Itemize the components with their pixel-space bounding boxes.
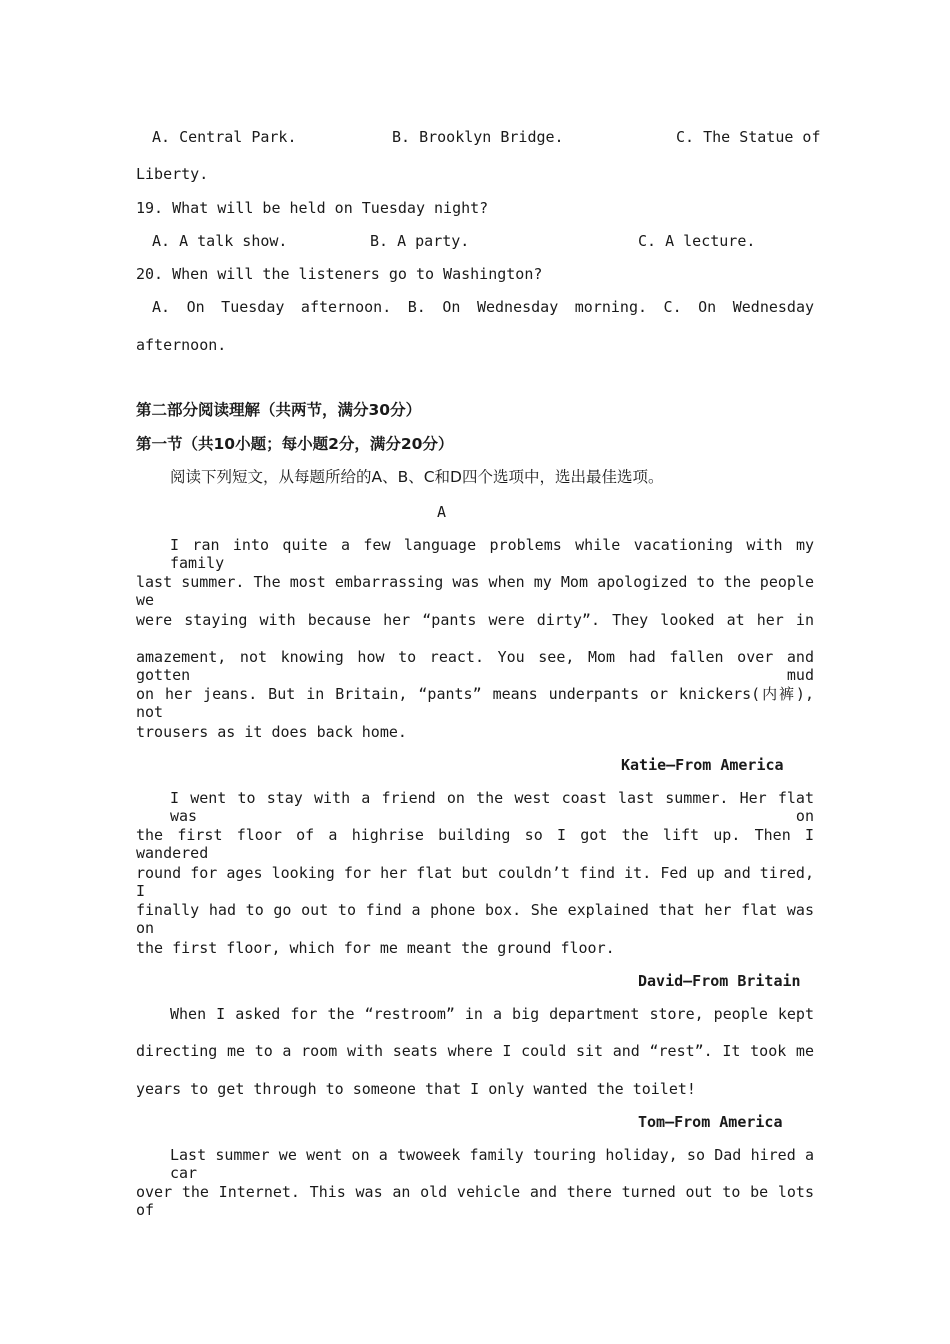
passage-line: directing me to a room with seats where I could sit and “rest”. It took me: [136, 1042, 814, 1060]
passage-line: years to get through to someone that I only wanted the toilet!: [136, 1080, 696, 1098]
passage-line: finally had to go out to find a phone box. She explained that her flat was on: [136, 901, 814, 937]
q19-option-c: C. A lecture.: [638, 232, 756, 250]
part-title: 第二部分阅读理解（共两节，满分30分）: [136, 401, 422, 419]
signature-katie: Katie—From America: [621, 756, 784, 774]
q18-option-b: B. Brooklyn Bridge.: [392, 128, 564, 146]
passage-line: amazement, not knowing how to react. You see, Mom had fallen over and gotten mud: [136, 648, 814, 684]
q19-option-a: A. A talk show.: [152, 232, 288, 250]
q19-question: 19. What will be held on Tuesday night?: [136, 199, 489, 217]
passage-label: A: [437, 503, 447, 521]
passage-line: were staying with because her “pants were dirty”. They looked at her in: [136, 611, 814, 629]
passage-line: the first floor of a highrise building so I got the lift up. Then I wandered: [136, 826, 814, 862]
passage-line: I went to stay with a friend on the west coast last summer. Her flat was on: [170, 789, 814, 825]
passage-line: I ran into quite a few language problems while vacationing with my family: [170, 536, 814, 572]
passage-line: over the Internet. This was an old vehicle and there turned out to be lots of: [136, 1183, 814, 1219]
passage-line: round for ages looking for her flat but couldn’t find it. Fed up and tired, I: [136, 864, 814, 900]
q20-options: A. On Tuesday afternoon. B. On Wednesday morning. C. On Wednesday: [152, 298, 814, 316]
subsection-title: 第一节（共10小题；每小题2分，满分20分）: [136, 435, 454, 453]
q18-option-a: A. Central Park.: [152, 128, 297, 146]
passage-line: last summer. The most embarrassing was when my Mom apologized to the people we: [136, 573, 814, 609]
passage-line: Last summer we went on a twoweek family touring holiday, so Dad hired a car: [170, 1146, 814, 1182]
signature-tom: Tom—From America: [638, 1113, 783, 1131]
passage-line: on her jeans. But in Britain, “pants” means underpants or knickers(内裤), not: [136, 685, 814, 721]
passage-line: When I asked for the “restroom” in a big department store, people kept: [170, 1005, 814, 1023]
passage-line: the first floor, which for me meant the ground floor.: [136, 939, 615, 957]
signature-david: David—From Britain: [638, 972, 801, 990]
instructions: 阅读下列短文，从每题所给的A、B、C和D四个选项中，选出最佳选项。: [170, 468, 664, 486]
q18-option-c-continued: Liberty.: [136, 165, 209, 183]
q20-question: 20. When will the listeners go to Washington?: [136, 265, 543, 283]
q18-option-c: C. The Statue of: [676, 128, 821, 146]
q19-option-b: B. A party.: [370, 232, 470, 250]
passage-line: trousers as it does back home.: [136, 723, 407, 741]
q20-option-c-continued: afternoon.: [136, 336, 227, 354]
